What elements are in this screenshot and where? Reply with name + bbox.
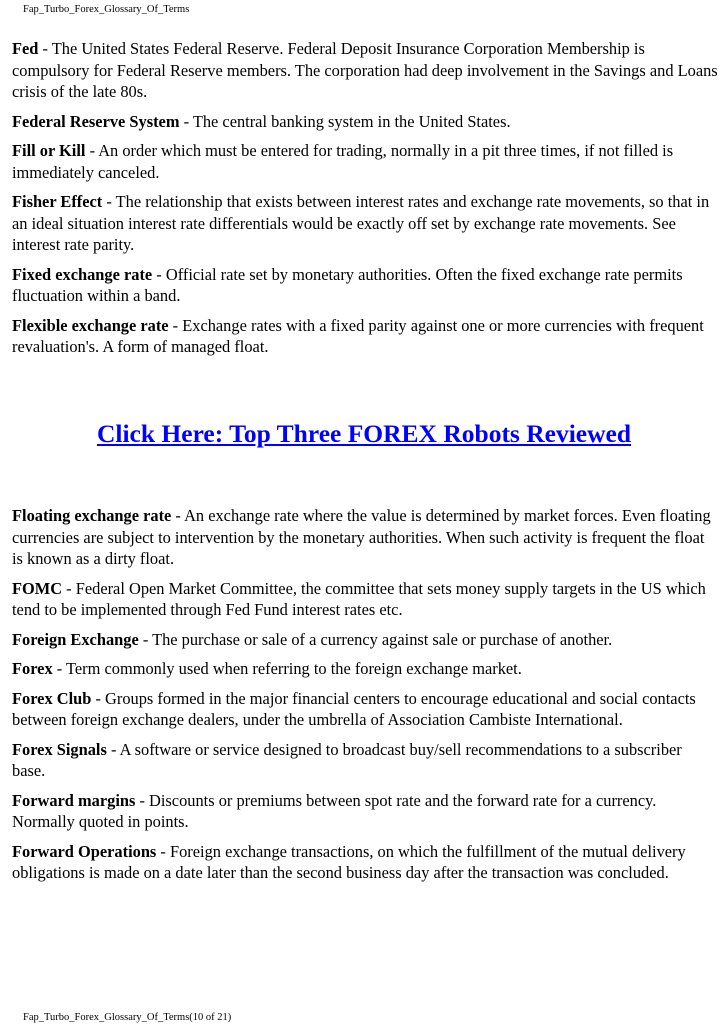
glossary-definition: - A software or service designed to broadcast buy/sell recommendations to a subscriber base. — [12, 739, 682, 780]
glossary-definition: - The purchase or sale of a currency against sale or purchase of another. — [138, 629, 613, 649]
glossary-definition: - The United States Federal Reserve. Federal Deposit Insurance Corporation Membership is compulsory for Federal Reserve members. The corporation had deep involvement in the Savings and Loans crisis of the late 80s. — [12, 39, 718, 101]
glossary-section-top — [12, 38, 718, 366]
glossary-term: Forward Operations — [12, 841, 157, 861]
glossary-term: Forex Club — [12, 688, 92, 708]
glossary-definition: - Discounts or premiums between spot rate and the forward rate for a currency. Normally quoted in points. — [12, 790, 657, 831]
page-header: Fap_Turbo_Forex_Glossary_Of_Terms — [23, 4, 190, 15]
glossary-term: Forex Signals — [12, 739, 107, 759]
glossary-entry-forex — [12, 658, 718, 680]
glossary-entry-fed — [12, 38, 718, 103]
glossary-definition: - Exchange rates with a fixed parity against one or more currencies with frequent revaluation's. A form of managed float. — [12, 315, 704, 356]
glossary-definition: - Groups formed in the major financial centers to encourage educational and social contacts between foreign exchange dealers, under the umbrella of Association Cambiste International. — [12, 688, 696, 729]
glossary-term: Fed — [12, 39, 39, 58]
glossary-definition: - An order which must be entered for trading, normally in a pit three times, if not filled is immediately canceled. — [12, 141, 674, 182]
glossary-term: Fill or Kill — [12, 141, 86, 160]
glossary-section-bottom — [12, 505, 718, 892]
glossary-definition: - Term commonly used when referring to the foreign exchange market. — [52, 659, 522, 678]
glossary-term: Forward margins — [12, 790, 136, 810]
glossary-term: FOMC — [12, 578, 63, 598]
glossary-entry-fomc — [12, 578, 718, 621]
glossary-term: Federal Reserve System — [12, 111, 180, 131]
glossary-entry-floating-exchange-rate — [12, 505, 718, 570]
glossary-entry-forward-operations — [12, 841, 718, 884]
glossary-entry-forward-margins — [12, 790, 718, 833]
glossary-definition: - Federal Open Market Committee, the committee that sets money supply targets in the US which tend to be implemented through Fed Fund interest rates etc. — [12, 578, 706, 619]
glossary-entry-fisher-effect — [12, 191, 718, 256]
glossary-term: Fisher Effect — [12, 192, 103, 211]
glossary-entry-federal-reserve-system — [12, 111, 718, 133]
glossary-definition: - The relationship that exists between interest rates and exchange rate movements, so that in an ideal situation interest rate differentials would be exactly off set by exchange rate movements. See interest rate parity. — [12, 192, 710, 254]
glossary-definition: - Foreign exchange transactions, on which the fulfillment of the mutual delivery obligations is made on a date later than the second business day after the transaction was concluded. — [12, 841, 686, 882]
page-footer: Fap_Turbo_Forex_Glossary_Of_Terms(10 of 21) — [23, 1012, 232, 1023]
glossary-entry-fixed-exchange-rate — [12, 264, 718, 307]
glossary-term: Fixed exchange rate — [12, 264, 153, 284]
glossary-definition: - An exchange rate where the value is determined by market forces. Even floating currencies are subject to intervention by the monetary authorities. When such activity is frequent the float is known as a dirty float. — [12, 506, 711, 568]
glossary-definition: - Official rate set by monetary authorities. Often the fixed exchange rate permits fluctuation within a band. — [12, 264, 683, 305]
glossary-entry-forex-signals — [12, 739, 718, 782]
glossary-entry-foreign-exchange — [12, 629, 718, 651]
glossary-term: Forex — [12, 659, 53, 678]
glossary-entry-flexible-exchange-rate — [12, 315, 718, 358]
glossary-entry-fill-or-kill — [12, 140, 718, 183]
glossary-entry-forex-club — [12, 688, 718, 731]
glossary-term: Foreign Exchange — [12, 629, 139, 649]
glossary-term: Flexible exchange rate — [12, 315, 169, 335]
promo-banner — [0, 418, 728, 450]
glossary-definition: - The central banking system in the United States. — [179, 111, 511, 131]
glossary-term: Floating exchange rate — [12, 506, 172, 525]
promo-link[interactable]: Click Here: Top Three FOREX Robots Reviewed — [96, 419, 632, 448]
